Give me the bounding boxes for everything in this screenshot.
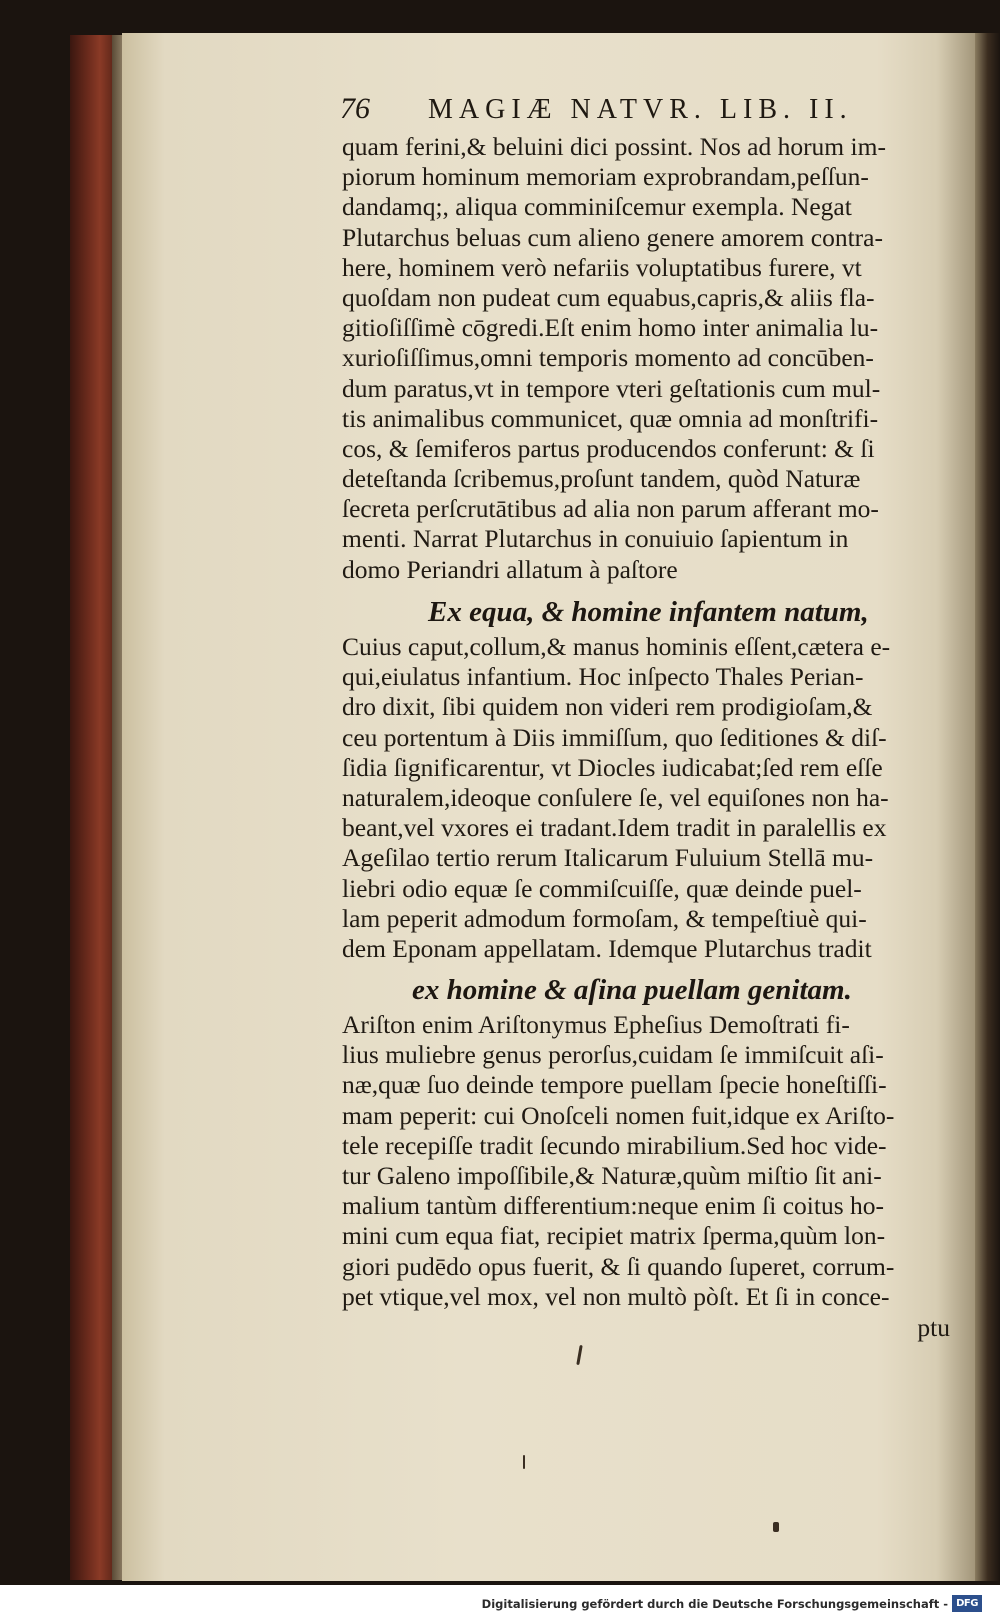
- text-line: giori pudēdo opus fuerit, & ſi quando ſuperet, corrum-: [342, 1251, 895, 1281]
- text-line: menti. Narrat Plutarchus in conuiuio ſapientum in: [342, 524, 849, 554]
- page-number: 76: [340, 92, 370, 125]
- text-line: Ariſton enim Ariſtonymus Epheſius Demoſtrati fi-: [342, 1010, 850, 1039]
- text-line: ceu portentum à Diis immiſſum, quo ſeditiones & diſ-: [342, 722, 887, 752]
- text-block-3: [342, 1010, 974, 1312]
- page-edge-shadow: [975, 33, 1000, 1581]
- text-line: domo Periandri allatum à paſtore: [342, 554, 678, 584]
- section-heading-2: ex homine & aſina puellam genitam.: [412, 974, 852, 1006]
- text-line: dem Eponam appellatam. Idemque Plutarchus tradit: [342, 933, 872, 963]
- text-line: mini cum equa fiat, recipiet matrix ſperma,quùm lon-: [342, 1221, 886, 1251]
- text-line: naturalem,ideoque conſulere ſe, vel equiſones non ha-: [342, 782, 889, 812]
- text-line: mam peperit: cui Onoſceli nomen fuit,idque ex Ariſto-: [342, 1100, 895, 1130]
- footer-bar: [0, 1592, 1000, 1618]
- text-line: tur Galeno impoſſibile,& Naturæ,quùm miſtio ſit ani-: [342, 1160, 882, 1190]
- text-line: lius muliebre genus perorſus,cuidam ſe immiſcuit aſi-: [342, 1040, 884, 1070]
- text-block-1: [342, 132, 974, 585]
- text-line: quoſdam non pudeat cum equabus,capris,& aliis fla-: [342, 282, 875, 312]
- text-line: pet vtique,vel mox, vel non multò pòſt. Et ſi in conce-: [342, 1281, 890, 1311]
- text-line: lam peperit admodum formoſam, & tempeſtiuè qui-: [342, 903, 867, 933]
- text-line: qui,eiulatus infantium. Hoc inſpecto Thales Perian-: [342, 662, 864, 692]
- text-line: liebri odio equæ ſe commiſcuiſſe, quæ deinde puel-: [342, 873, 862, 903]
- text-line: Plutarchus beluas cum alieno genere amorem contra-: [342, 222, 883, 252]
- section-heading-1: Ex equa, & homine infantem natum,: [428, 596, 869, 628]
- text-line: deteſtanda ſcribemus,proſunt tandem, quòd Naturæ: [342, 464, 861, 494]
- page-stain-mark: [773, 1522, 779, 1532]
- text-line: næ,quæ ſuo deinde tempore puellam ſpecie honeſtiſſi-: [342, 1070, 887, 1100]
- text-line: xurioſiſſimus,omni temporis momento ad concūben-: [342, 343, 874, 373]
- funding-credit: Digitalisierung gefördert durch die Deutsche Forschungsgemeinschaft -: [481, 1597, 948, 1611]
- text-line: Ageſilao tertio rerum Italicarum Fuluium Stellā mu-: [342, 843, 874, 873]
- text-line: dro dixit, ſibi quidem non videri rem prodigioſam,&: [342, 692, 873, 722]
- running-header: [340, 92, 960, 132]
- text-line: tis animalibus communicet, quæ omnia ad monſtrifi-: [342, 403, 879, 433]
- text-line: ſecreta perſcrutātibus ad alia non parum afferant mo-: [342, 494, 879, 524]
- text-line: piorum hominum memoriam exprobrandam,peſſun-: [342, 162, 869, 192]
- text-line: malium tantùm differentium:neque enim ſi coitus ho-: [342, 1191, 884, 1221]
- text-line: gitioſiſſimè cōgredi.Eſt enim homo inter animalia lu-: [342, 313, 879, 343]
- text-line: dandamq;, aliqua comminiſcemur exempla. Negat: [342, 192, 852, 222]
- page-stain-mark: [523, 1455, 525, 1469]
- text-line: quam ferini,& beluini dici possint. Nos ad horum im-: [342, 132, 886, 161]
- text-line: here, hominem verò nefariis voluptatibus furere, vt: [342, 252, 862, 282]
- text-line: dum paratus,vt in tempore vteri geſtationis cum mul-: [342, 373, 881, 403]
- catchword-line: [342, 1313, 974, 1343]
- catchword: ptu: [917, 1313, 950, 1342]
- running-head-title: MAGIÆ NATVR. LIB. II.: [428, 94, 853, 125]
- text-line: Cuius caput,collum,& manus hominis eſſent,cætera e-: [342, 632, 891, 661]
- text-block-2: [342, 632, 974, 964]
- text-line: ſidia ſignificarentur, vt Diocles iudicabat;ſed rem eſſe: [342, 752, 883, 782]
- dfg-logo: DFG: [952, 1595, 982, 1612]
- text-line: cos, & ſemiferos partus producendos conferunt: & ſi: [342, 433, 875, 463]
- text-line: beant,vel vxores ei tradant.Idem tradit in paralellis ex: [342, 813, 887, 843]
- text-line: tele recepiſſe tradit ſecundo mirabilium.Sed hoc vide-: [342, 1130, 887, 1160]
